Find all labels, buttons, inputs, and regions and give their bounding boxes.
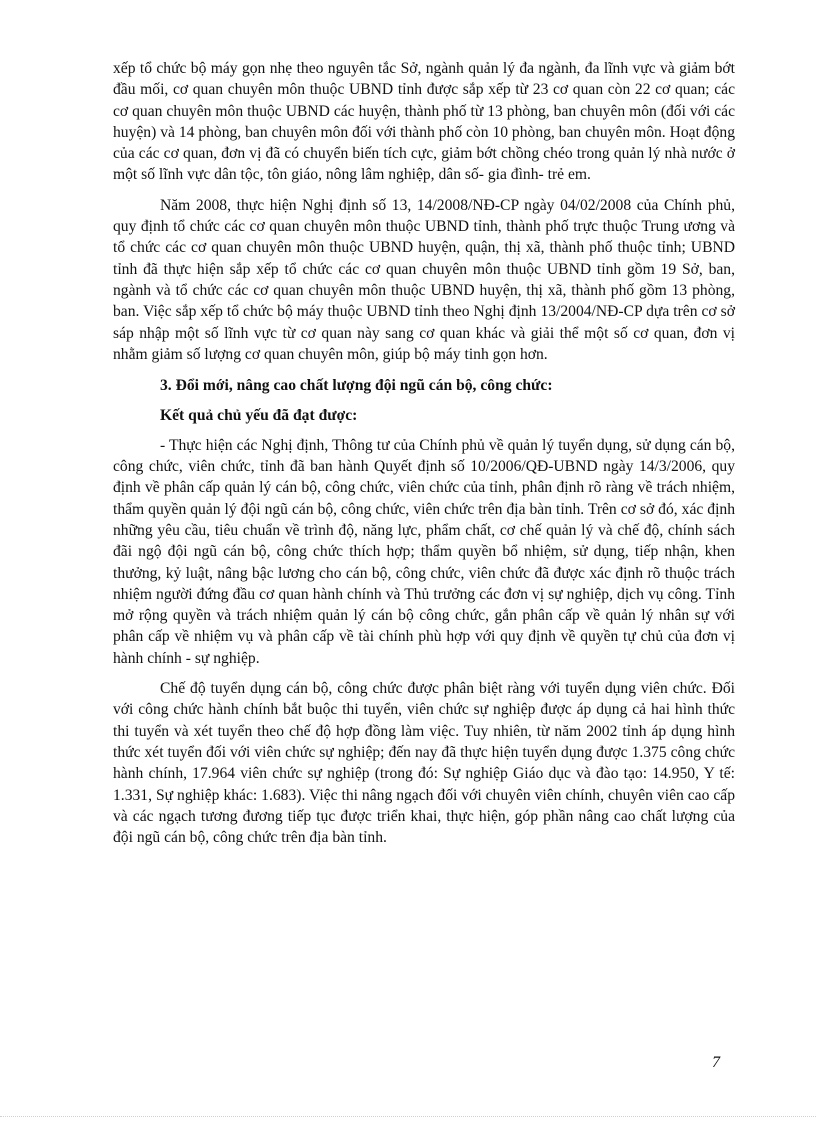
document-page	[113, 58, 735, 848]
paragraph-decree-2008: Năm 2008, thực hiện Nghị định số 13, 14/2008/NĐ-CP ngày 04/02/2008 của Chính phủ, quy định tổ chức các cơ quan chuyên môn thuộc UBND tỉnh, thành phố trực thuộc Trung ương và tổ chức các cơ quan chuyên môn thuộc UBND huyện, quận, thị xã, thành phố thuộc tỉnh; UBND tỉnh đã thực hiện sắp xếp tổ chức các cơ quan chuyên môn thuộc UBND tỉnh gồm 19 Sở, ban, ngành và tổ chức các cơ quan chuyên môn thuộc UBND huyện, thị xã, thành phố gồm 13 phòng, ban. Việc sắp xếp tổ chức bộ máy thuộc UBND tỉnh theo Nghị định 13/2004/NĐ-CP dựa trên cơ sở sáp nhập một số lĩnh vực từ cơ quan này sang cơ quan khác và giải thể một số cơ quan, đơn vị nhằm giảm số lượng cơ quan chuyên môn, giúp bộ máy tinh gọn hơn.	[113, 196, 735, 363]
paragraph-decentralization: - Thực hiện các Nghị định, Thông tư của Chính phủ về quản lý tuyển dụng, sử dụng cán bộ, công chức, viên chức, tỉnh đã ban hành Quyết định số 10/2006/QĐ-UBND ngày 14/3/2006, quy định về phân cấp quản lý cán bộ, công chức, viên chức của tỉnh, phân định rõ ràng về trách nhiệm, thẩm quyền quản lý đội ngũ cán bộ, công chức, viên chức trên địa bàn tỉnh. Trên cơ sở đó, xác định những yêu cầu, tiêu chuẩn về trình độ, năng lực, phẩm chất, cơ chế quản lý và chế độ, chính sách đãi ngộ đội ngũ cán bộ, công chức thích hợp; thẩm quyền bổ nhiệm, sử dụng, tiếp nhận, khen thưởng, kỷ luật, nâng bậc lương cho cán bộ, công chức, viên chức đã được xác định rõ thuộc trách nhiệm người đứng đầu cơ quan hành chính và Thủ trưởng các đơn vị sự nghiệp, dịch vụ công. Tỉnh mở rộng quyền và trách nhiệm quản lý cán bộ công chức, gắn phân cấp về quản lý nhân sự với phân cấp về nhiệm vụ và phân cấp về tài chính phù hợp với quy định về quyền tự chủ của đơn vị hành chính - sự nghiệp.	[113, 436, 735, 667]
page-bottom-divider	[0, 1116, 816, 1117]
paragraph-organization-restructuring: xếp tổ chức bộ máy gọn nhẹ theo nguyên tắc Sở, ngành quản lý đa ngành, đa lĩnh vực và giảm bớt đầu mối, cơ quan chuyên môn thuộc UBND tỉnh được sắp xếp từ 23 cơ quan còn 22 cơ quan; các cơ quan chuyên môn thuộc UBND các huyện, thành phố từ 13 phòng, ban chuyên môn (đối với các huyện) và 14 phòng, ban chuyên môn đối với thành phố còn 10 phòng, ban chuyên môn. Hoạt động của các cơ quan, đơn vị đã có chuyển biến tích cực, giảm bớt chồng chéo trong quản lý nhà nước ở một số lĩnh vực dân tộc, tôn giáo, nông lâm nghiệp, dân số- gia đình- trẻ em.	[113, 60, 735, 184]
page-number: 7	[712, 1054, 720, 1071]
subheading-results: Kết quả chủ yếu đã đạt được:	[160, 407, 358, 425]
section-heading-3: 3. Đổi mới, nâng cao chất lượng đội ngũ cán bộ, công chức:	[160, 377, 553, 395]
paragraph-recruitment: Chế độ tuyển dụng cán bộ, công chức được phân biệt ràng với tuyển dụng viên chức. Đối với công chức hành chính bắt buộc thi tuyển, viên chức sự nghiệp được áp dụng cả hai hình thức thi tuyển và xét tuyển theo chế độ hợp đồng làm việc. Tuy nhiên, từ năm 2002 tỉnh áp dụng hình thức xét tuyển đối với viên chức sự nghiệp; đến nay đã thực hiện tuyển dụng được 1.375 công chức hành chính, 17.964 viên chức sự nghiệp (trong đó: Sự nghiệp Giáo dục và đào tạo: 14.950, Y tế: 1.331, Sự nghiệp khác: 1.683). Việc thi nâng ngạch đối với chuyên viên chính, chuyên viên cao cấp và các ngạch tương đương tiếp tục được triển khai, thực hiện, góp phần nâng cao chất lượng của đội ngũ cán bộ, công chức trên địa bàn tỉnh.	[113, 680, 735, 847]
